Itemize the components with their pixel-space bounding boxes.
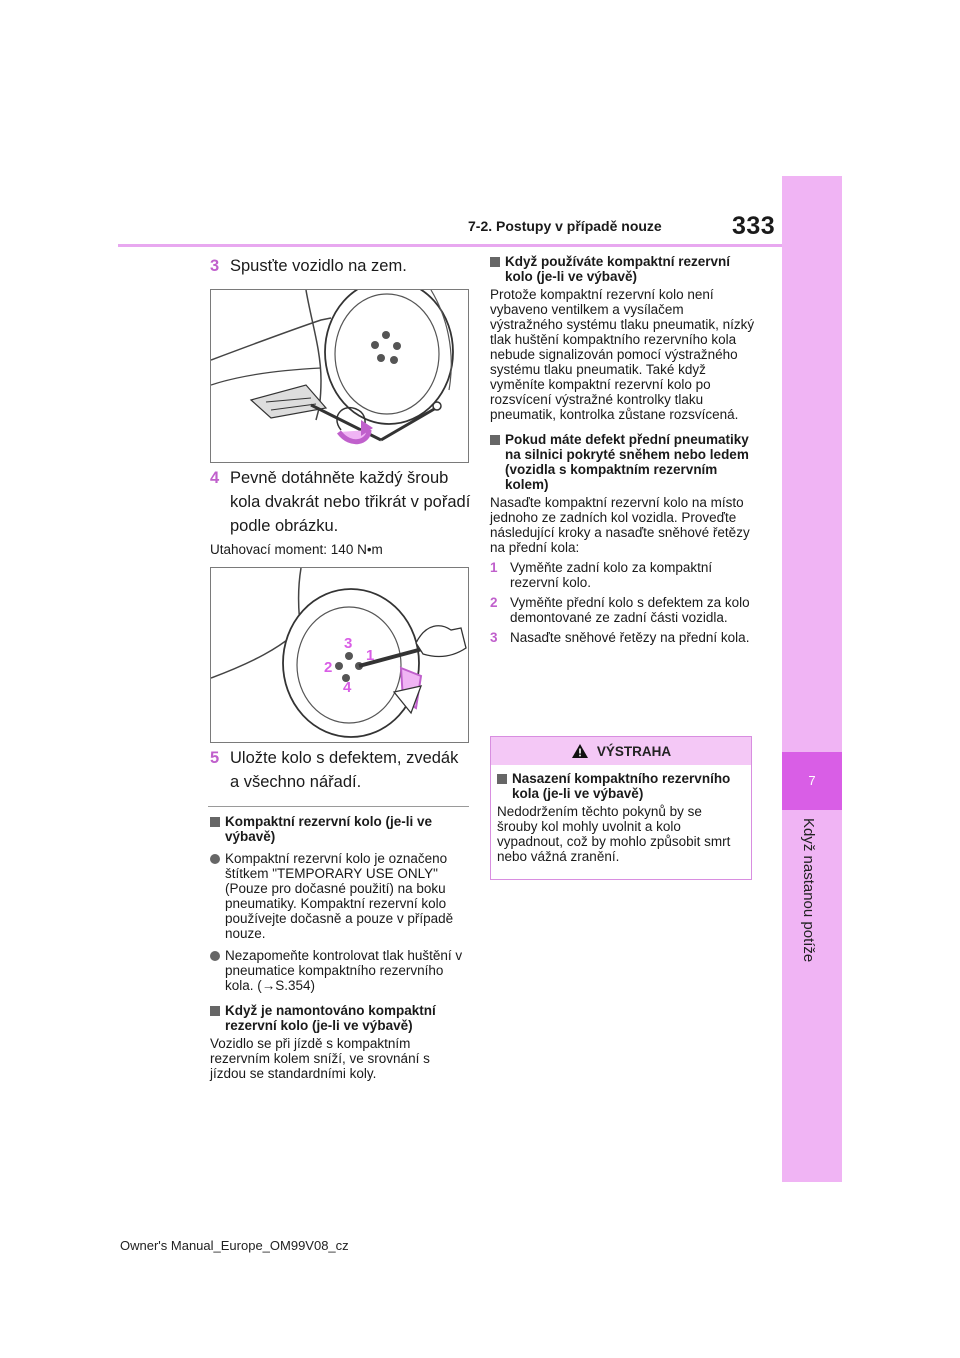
paragraph: Vozidlo se při jízdě s kompaktním rezervním kolem sníží, ve srovnání s jízdou se standardními koly.: [210, 1036, 430, 1081]
step-number: 4: [210, 469, 220, 487]
list-item: Kompaktní rezervní kolo je označeno štítkem "TEMPORARY USE ONLY" (Pouze pro dočasné použití) na boku pneumatiky. Kompaktní rezervní kolo používejte dočasně a pouze v případě nouze.: [210, 851, 468, 941]
step-4: [210, 466, 472, 538]
step-number: 5: [210, 749, 220, 767]
round-bullet-icon: [210, 854, 220, 864]
square-bullet-icon: [497, 774, 507, 784]
torque-spec: Utahovací moment: 140 N•m: [210, 542, 383, 557]
section-divider: [208, 806, 469, 807]
bolt-label-1: 1: [366, 647, 375, 664]
bolt-label-3: 3: [344, 635, 353, 652]
section-heading: Kompaktní rezervní kolo (je-li ve výbavě): [210, 814, 468, 844]
list-item: 2 Vyměňte přední kolo s defektem za kolo demontované ze zadní části vozidla.: [490, 595, 750, 625]
spare-wheel-section: [210, 814, 468, 1081]
square-bullet-icon: [210, 1006, 220, 1016]
step-number: 3: [210, 257, 220, 275]
bolt-label-2: 2: [324, 659, 333, 676]
mounted-spare-block: [210, 1003, 468, 1081]
step-text: Uložte kolo s defektem, zvedák a všechno nářadí.: [230, 749, 459, 791]
footer-document-id: Owner's Manual_Europe_OM99V08_cz: [120, 1238, 349, 1253]
chapter-number: 7: [808, 773, 816, 788]
tighten-order-drawing: [211, 568, 468, 742]
section-title: 7-2. Postupy v případě nouze: [468, 218, 662, 234]
paragraph: Nasaďte kompaktní rezervní kolo na místo jednoho ze zadních kol vozidla. Proveďte následující kroky a nasaďte sněhové řetězy na přední kola:: [490, 495, 750, 555]
warning-title: Nasazení kompaktního rezervního kola (je-li ve výbavě): [497, 771, 743, 801]
warning-text: Nedodržením těchto pokynů by se šrouby kol mohly uvolnit a kolo vypadnout, což by mohlo způsobit smrt nebo vážná zranění.: [497, 804, 731, 864]
chapter-side-tab: [782, 176, 842, 1182]
square-bullet-icon: [490, 257, 500, 267]
chapter-title: Když nastanou potíže: [800, 818, 817, 963]
square-bullet-icon: [210, 817, 220, 827]
warning-triangle-icon: [571, 743, 589, 759]
snow-defect-block: [490, 432, 755, 645]
bolt-label-4: 4: [343, 679, 352, 696]
right-column: [490, 254, 755, 645]
page-number: 333: [732, 212, 776, 240]
paragraph: Protože kompaktní rezervní kolo není vybaveno ventilkem a vysílačem výstražného systému tlaku pneumatik, nízký tlak huštění kompaktního rezervního kola nebude signalizován pomocí výstražného systému tlaku pneumatik. Také když vyměníte kompaktní rezervní kolo po rozsvícení výstražné kontrolky tlaku pneumatik, kontrolka zůstane rozsvícená.: [490, 287, 755, 422]
section-heading: Když používáte kompaktní rezervní kolo (je-li ve výbavě): [490, 254, 755, 284]
warning-body: [491, 765, 751, 864]
step-3: [210, 254, 472, 278]
list-item: 3 Nasaďte sněhové řetězy na přední kola.: [490, 630, 750, 645]
header-rule: [118, 244, 782, 247]
chapter-number-tab: [782, 752, 842, 810]
square-bullet-icon: [490, 435, 500, 445]
jack-lowering-drawing: [211, 290, 468, 462]
warning-label: VÝSTRAHA: [596, 743, 672, 759]
step-5: [210, 746, 472, 794]
list-item: 1 Vyměňte zadní kolo za kompaktní rezervní kolo.: [490, 560, 713, 590]
lower-vehicle-illustration: [210, 289, 469, 463]
warning-header: [491, 737, 751, 765]
tighten-order-illustration: [210, 567, 469, 743]
step-text: Spusťte vozidlo na zem.: [230, 257, 407, 275]
step-text: Pevně dotáhněte každý šroub kola dvakrát nebo třikrát v pořadí podle obrázku.: [230, 469, 471, 535]
round-bullet-icon: [210, 951, 220, 961]
list-item: Nezapomeňte kontrolovat tlak huštění v pneumatice kompaktního rezervního kola. (→S.354): [210, 948, 468, 993]
section-heading: Pokud máte defekt přední pneumatiky na silnici pokryté sněhem nebo ledem (vozidla s kompaktním rezervním kolem): [490, 432, 755, 492]
section-heading: Když je namontováno kompaktní rezervní kolo (je-li ve výbavě): [210, 1003, 468, 1033]
warning-box: [490, 736, 752, 880]
